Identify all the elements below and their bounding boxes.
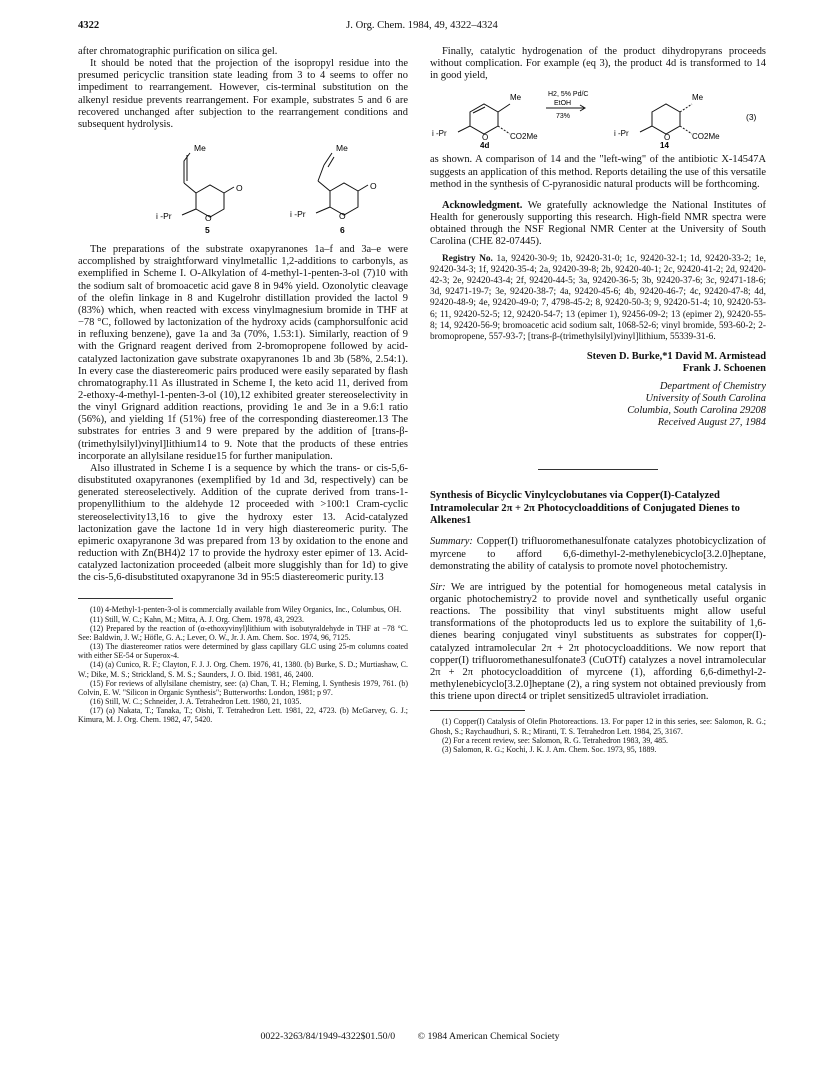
sir-paragraph <box>430 582 766 704</box>
registry-numbers <box>430 254 766 344</box>
article-title: Synthesis of Bicyclic Vinylcyclobutanes via Copper(I)-Catalyzed Intramolecular 2π + 2π Photocycloadditions of Conjugated Dienes to Alkenes1 <box>430 490 740 526</box>
acknowledgment-title: Acknowledgment. <box>442 199 523 211</box>
struct5-me-label: Me <box>194 143 206 154</box>
left-column <box>78 46 408 725</box>
right-column <box>430 46 766 754</box>
summary-text: Copper(I) trifluoromethanesulfonate catalyzes photobicyclization of myrcene to afford 6,6-dimethyl-2-methylenebicyclo[3.2.0]heptane, demonstrating the ability of catalysis to promote novel photochemistry. <box>430 536 767 572</box>
structures-5-6 <box>78 131 408 235</box>
sir-text: We are intrigued by the potential for homogeneous metal catalysis in organic photochemistry2 to provide novel and synthetically useful organic reactions. The possibility that vinyl substituents might allow useful transformations of the photoproducts led us to explore the suitability of 1,6-dienes bearing conjugated vinyl substituents as substrates for copper(I)-catalyzed intramolecular 2π + 2π photocycloadditions. We now report that copper(I) trifluoromethanesulfonate3 (CuOTf) catalyzes a novel intramolecular 2π + 2π photocycloaddition of myrcene (1), affording 6,6-dimethyl-2-methylenebicyclo[3.2.0]heptane (2), a ring system not obtained previously from this triene upon direct4 or triplet sensitized5 ultraviolet irradiation. <box>430 581 767 703</box>
page-footer <box>0 1031 820 1042</box>
eq-4d-me: Me <box>510 93 522 103</box>
left-footnotes <box>78 605 408 724</box>
footnote-14: (14) (a) Cunico, R. F.; Clayton, F. J. J. Org. Chem. 1976, 41, 1380. (b) Burke, S. D.; Murtiashaw, C. W.; Dike, M. S.; Strickland, S. M. S.; Saunders, J. O. Ibid. 1981, 46, 2400. <box>78 660 408 679</box>
eq-label-14: 14 <box>660 141 669 149</box>
eq-14-ipr: i -Pr <box>614 129 629 139</box>
journal-citation: J. Org. Chem. 1984, 49, 4322–4324 <box>346 20 498 31</box>
eq-reagent-h2: H2, 5% Pd/C <box>548 91 589 99</box>
eq-number: (3) <box>746 112 757 123</box>
sir-label: Sir: <box>430 581 446 593</box>
eq-14-co2me: CO2Me <box>692 132 720 142</box>
eq-4d-co2me: CO2Me <box>510 132 538 142</box>
footnote-r1: (1) Copper(I) Catalysis of Olefin Photoreactions. 13. For paper 12 in this series, see: Salomon, R. G.; Ghosh, S.; Raychaudhuri, S. R.; Miranti, T. S. Tetrahedron Lett. 1984, 25, 3167. <box>430 717 766 736</box>
footnote-r3: (3) Salomon, R. G.; Kochi, J. K. J. Am. Chem. Soc. 1973, 95, 1889. <box>442 744 657 754</box>
right-paragraph-2: as shown. A comparison of 14 and the "left-wing" of the antibiotic X-14547A suggests an application of this method. Reports detailing the use of this versatile method in the synthesis of C-pyranosidic natural products will be forthcoming. <box>430 154 766 190</box>
footnote-r2: (2) For a recent review, see: Salomon, R. G. Tetrahedron 1983, 39, 485. <box>442 735 669 745</box>
struct5-o-carbonyl: O <box>236 183 243 194</box>
footnote-15: (15) For reviews of allylsilane chemistry, see: (a) Chan, T. H.; Fleming, I. Synthesis 1979, 761. (b) Colvin, E. W. "Silicon in Organic Synthesis"; Butterworths: London, 1981; p 97. <box>78 678 408 697</box>
summary <box>430 536 766 572</box>
authors-line-1: Steven D. Burke,*1 David M. Armistead <box>586 351 766 363</box>
right-paragraph-1: Finally, catalytic hydrogenation of the product dihydropyrans proceeds without complication. For example (eq 3), the product 4d is transformed to 14 in good yield, <box>430 46 766 82</box>
footer-copyright: © 1984 American Chemical Society <box>417 1031 560 1042</box>
left-paragraph-4: Also illustrated in Scheme I is a sequence by which the trans- or cis-5,6-disubstituted oxapyranones (exemplified by 1d and 3d, respectively) can be generated stereoselectively. Addition of the cuprate derived from trans-1-propenyllithium to the aldehyde 12 proceeded with >100:1 Cram-cyclic stereoselectivity13,16 to give the hydroxy ester 13. Acid-catalyzed lactonization gave the lactone 1d in very high diastereomeric purity. The epimeric oxapyranone 3d was prepared from 13 by oxidation to the enone and reduction with Zn(BH4)2 17 to provide the hydroxy ester epimer of 13. Acid-catalyzed lactonization proceeded (albeit more sluggishly than for 1d) to give the cis-5,6-disubstituted oxapyranone 3d in 95:5 diastereomeric purity.13 <box>78 462 408 584</box>
equation-3 <box>430 82 766 148</box>
structures-5-6-drawing <box>78 131 408 235</box>
acknowledgment-text: We gratefully acknowledge the National Institutes of Health for generously supporting this research. High-field NMR spectra were obtained through the NSF Regional NMR Center at the University of South Carolina (CHE 82-07445). <box>430 199 766 248</box>
equation-3-drawing <box>430 82 766 148</box>
struct6-o-carbonyl: O <box>370 181 377 192</box>
affiliation-university: University of South Carolina <box>645 392 766 404</box>
right-footnotes <box>430 717 766 754</box>
footnote-11: (11) Still, W. C.; Kahn, M.; Mitra, A. J. Org. Chem. 1978, 43, 2923. <box>90 614 304 624</box>
footer-code: 0022-3263/84/1949-4322$01.50/0 <box>260 1031 396 1042</box>
acknowledgment <box>430 200 766 249</box>
registry-title: Registry No. <box>442 253 493 264</box>
eq-4d-ipr: i -Pr <box>432 129 447 139</box>
footnote-10: (10) 4-Methyl-1-penten-3-ol is commercially available from Wiley Organics, Inc., Columbus, OH. <box>90 605 402 615</box>
struct6-me-label: Me <box>336 143 348 154</box>
affiliation-department: Department of Chemistry <box>659 380 766 392</box>
left-paragraph-1: after chromatographic purification on silica gel. <box>78 46 278 57</box>
struct5-ipr-label: i -Pr <box>156 211 172 222</box>
eq-4d-o: O <box>482 133 489 143</box>
summary-label: Summary: <box>430 536 473 548</box>
registry-text: 1a, 92420-30-9; 1b, 92420-31-0; 1c, 92420-32-1; 1d, 92420-33-2; 1e, 92420-34-3; 1f, 92420-35-4; 2a, 92420-39-8; 2b, 92420-40-1; 2c, 92420-41-2; 2d, 92420-42-3; 2e, 92420-43-4; 2f, 92420-44-5; 3a, 92420-36-5; 3b, 92420-37-6; 3c, 92471-18-6; 3d, 92471-19-7; 3e, 92420-38-7; 4a, 92420-45-6; 4b, 92420-46-7; 4c, 92420-47-8; 4d, 92420-48-9; 4e, 92420-49-0; 7, 4798-45-2; 8, 92420-50-3; 9, 92420-51-4; 10, 92420-53-6; 11, 92420-52-5; 12, 92420-54-7; 13 (epimer 1), 92456-09-2; 13 (epimer 2), 92420-55-8; 14, 92420-56-9; bromoacetic acid sodium salt, 1068-52-6; vinyl bromide, 593-60-2; 2-bromopropene, 557-93-7; [trans-β-(trimethylsilyl)vinyl]lithium, 55339-31-6. <box>430 253 767 342</box>
struct5-o-ring: O <box>205 213 212 224</box>
footnote-16: (16) Still, W. C.; Schneider, J. A. Tetrahedron Lett. 1980, 21, 1035. <box>90 697 302 707</box>
footnote-rule-left <box>78 598 173 599</box>
received-date: Received August 27, 1984 <box>657 416 766 428</box>
struct6-o-ring: O <box>339 211 346 222</box>
left-paragraph-3: The preparations of the substrate oxapyranones 1a–f and 3a–e were accomplished by straightforward vinylmetallic 1,2-additions to carbonyls, as exemplified in Scheme I. O-Alkylation of 4-methyl-1-penten-3-ol (7)10 with the sodium salt of bromoacetic acid gave 8 in 94% yield. Ozonolytic cleavage of the olefin linkage in 8 and Kugelrohr distillation provided the lactol 9 (83%) which, when reacted with excess vinylmagnesium bromide in THF at −78 °C, followed by lactonization of the hydroxy acids (camphorsulfonic acid in refluxing benzene), gave 1a and 3a (70%, 1.53:1). Similarly, reaction of 9 with the Grignard reagent derived from 2-bromopropene followed by acid-catalyzed lactonization gave substrate oxapyranones 1b and 3b (58%, 2.54:1). In every case the diastereomeric pairs produced were easily separated by flash chromatography.11 As illustrated in Scheme I, the keto acid 11, derived from 2-ethoxy-4-methyl-1-penten-3-ol (10),12 exhibited greater stereoselectivity in the vinyl Grignard addition reactions, providing 1e and 3e in a 9.6:1 ratio (56%), and yielding 1f (51%) free of the corresponding diastereomer.13 The substrates for entries 3 and 9 were prepared by the addition of [trans-β-(trimethylsilyl)vinyl]lithium14 to 9. Note that the products of these entries incorporate an allylsilane residue15 for further manipulation. <box>78 244 408 462</box>
eq-label-4d: 4d <box>480 141 490 149</box>
footnote-17: (17) (a) Nakata, T.; Tanaka, T.; Oishi, T. Tetrahedron Lett. 1981, 22, 4723. (b) McGarvey, G. J.; Kimura, M. J. Org. Chem. 1982, 47, 5420. <box>78 706 408 725</box>
left-paragraph-2: It should be noted that the projection of the isopropyl residue into the presumed pericyclic transition state leading from 3 to 4 seems to offer no impediment to rearrangement. However, cis-terminal substitution on the alkenyl residue prevents rearrangement. For example, substrates 5 and 6 are recovered unchanged after subjection to the rearrangement conditions and subsequent hydrolysis. <box>78 58 408 130</box>
authors-line-2: Frank J. Schoenen <box>682 363 766 375</box>
compound-6-label: 6 <box>340 225 345 236</box>
footnote-12: (12) Prepared by the reaction of (α-ethoxyvinyl)lithium with isobutyraldehyde in THF at −78 °C. See: Baldwin, J. W.; Höfle, G. A.; Lever, O. W., Jr. J. Am. Chem. Soc. 1974, 96, 7125. <box>78 623 408 642</box>
compound-5-label: 5 <box>205 225 210 236</box>
affiliation-city: Columbia, South Carolina 29208 <box>627 404 766 416</box>
running-header <box>78 20 766 36</box>
footnote-rule-right <box>430 710 525 711</box>
page-number: 4322 <box>78 20 100 31</box>
eq-yield: 73% <box>556 113 571 121</box>
eq-14-o: O <box>664 133 671 143</box>
footnote-13: (13) The diastereomer ratios were determined by glass capillary GLC using 25-m columns coated with either SE-54 or Superox-4. <box>78 642 408 661</box>
eq-reagent-etoh: EtOH <box>554 100 572 108</box>
struct6-ipr-label: i -Pr <box>290 209 306 220</box>
eq-14-me: Me <box>692 93 704 103</box>
